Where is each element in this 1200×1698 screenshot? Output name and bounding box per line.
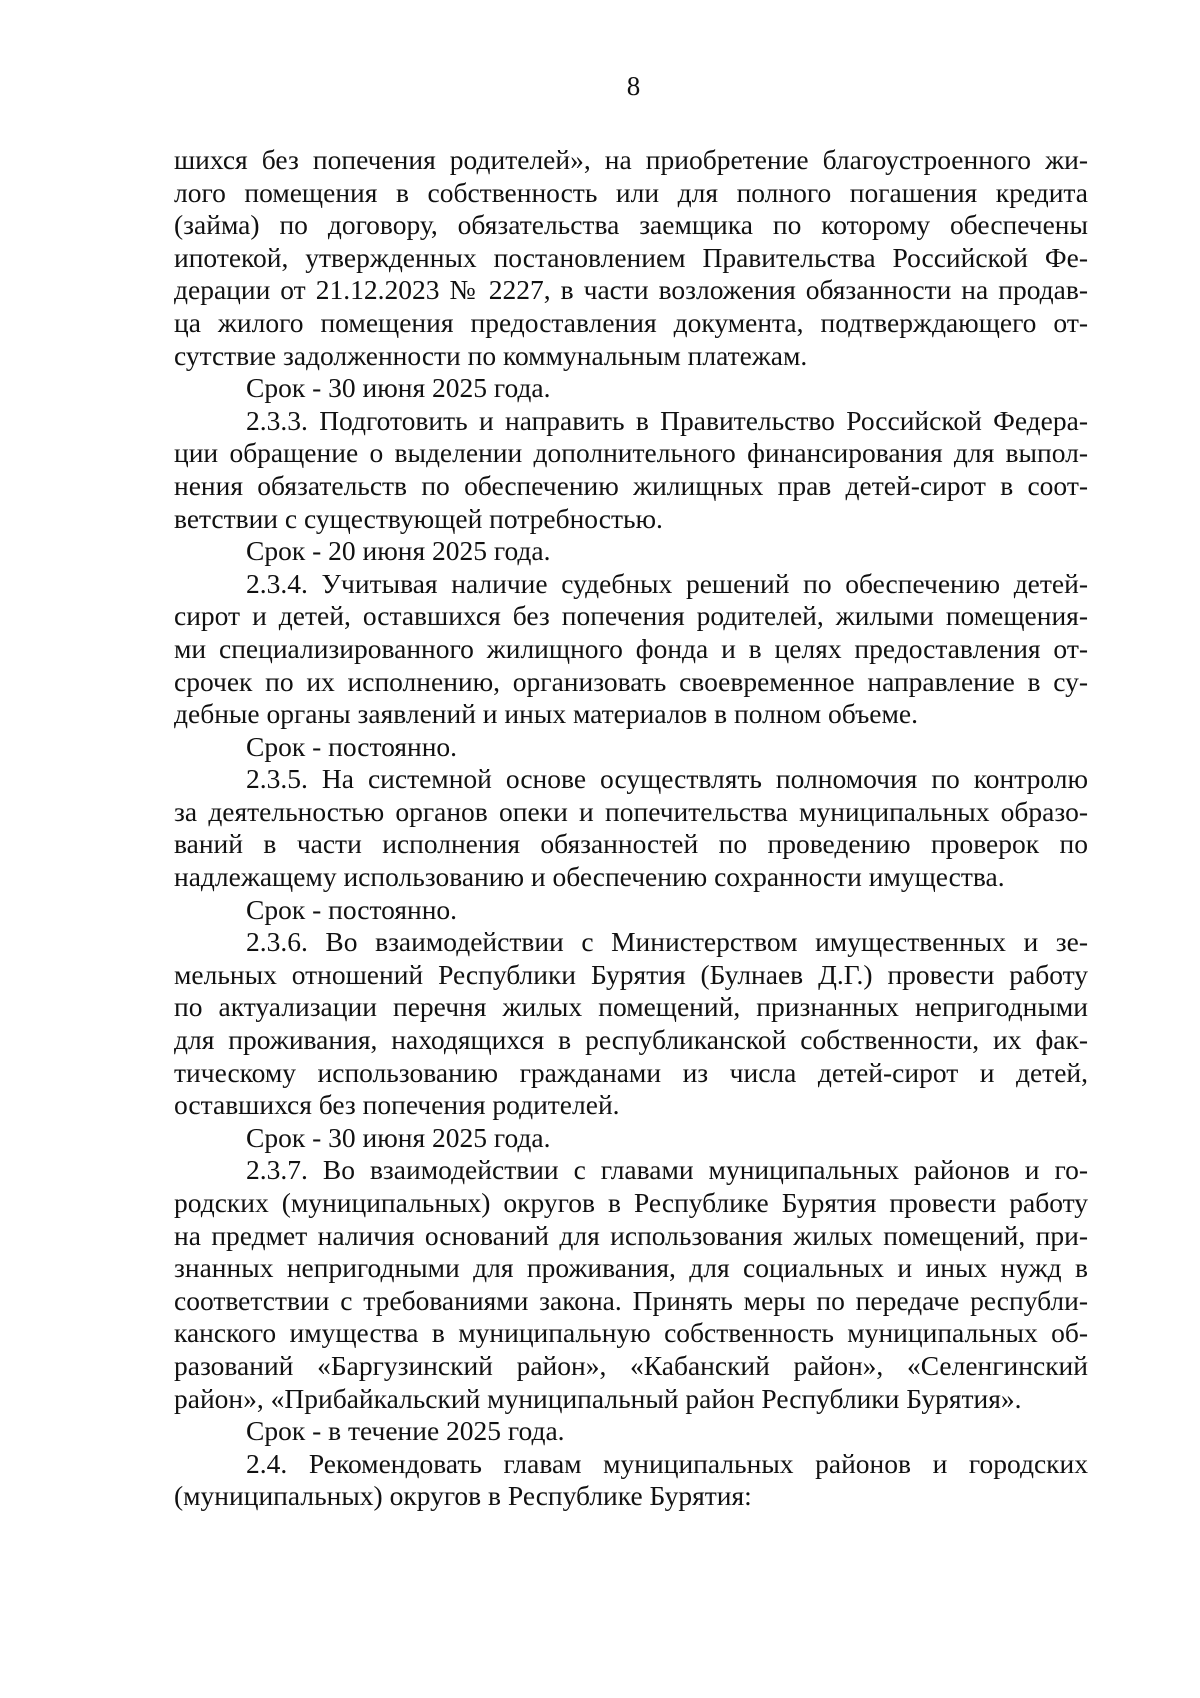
text-line: район», «Прибайкальский муниципальный район Республики Бурятия».: [174, 1382, 1022, 1414]
text-line: на предмет наличия оснований для использования жилых помещений, при-: [174, 1219, 1088, 1251]
text-line: лого помещения в собственность или для полного погашения кредита: [174, 176, 1088, 208]
text-line: сирот и детей, оставшихся без попечения родителей, жилыми помещения-: [174, 600, 1088, 632]
text-line: шихся без попечения родителей», на приобретение благоустроенного жи-: [174, 144, 1088, 175]
text-line: Срок - 30 июня 2025 года.: [246, 372, 551, 404]
text-line: 2.4. Рекомендовать главам муниципальных районов и городских: [246, 1447, 1088, 1479]
text-line: надлежащему использованию и обеспечению сохранности имущества.: [174, 861, 1005, 893]
text-line: дебные органы заявлений и иных материалов в полном объеме.: [174, 698, 918, 730]
text-line: за деятельностью органов опеки и попечительства муниципальных образо-: [174, 795, 1088, 827]
text-line: 2.3.6. Во взаимодействии с Министерством имущественных и зе-: [246, 926, 1088, 958]
text-line: тическому использованию гражданами из числа детей-сирот и детей,: [174, 1056, 1088, 1088]
text-line: Срок - постоянно.: [246, 893, 458, 925]
text-line: 2.3.7. Во взаимодействии с главами муниципальных районов и го-: [246, 1154, 1088, 1186]
text-line: мельных отношений Республики Бурятия (Булнаев Д.Г.) провести работу: [174, 958, 1088, 990]
text-line: соответствии с требованиями закона. Принять меры по передаче республи-: [174, 1284, 1088, 1316]
text-line: знанных непригодными для проживания, для социальных и иных нужд в: [174, 1252, 1088, 1284]
text-line: канского имущества в муниципальную собственность муниципальных об-: [174, 1317, 1088, 1349]
text-line: оставшихся без попечения родителей.: [174, 1089, 620, 1121]
text-line: Срок - 30 июня 2025 года.: [246, 1121, 551, 1153]
text-line: дерации от 21.12.2023 № 2227, в части возложения обязанности на продав-: [174, 274, 1088, 306]
text-line: (муниципальных) округов в Республике Бурятия:: [174, 1480, 752, 1512]
text-line: ипотекой, утвержденных постановлением Правительства Российской Фе-: [174, 241, 1088, 273]
text-line: нения обязательств по обеспечению жилищных прав детей-сирот в соот-: [174, 469, 1088, 501]
text-line: ветствии с существующей потребностью.: [174, 502, 663, 534]
text-line: ми специализированного жилищного фонда и в целях предоставления от-: [174, 632, 1088, 664]
body-text: [174, 144, 1088, 1513]
text-line: сутствие задолженности по коммунальным платежам.: [174, 339, 808, 371]
text-line: Срок - постоянно.: [246, 730, 458, 762]
text-line: по актуализации перечня жилых помещений, признанных непригодными: [174, 991, 1088, 1023]
text-line: (займа) по договору, обязательства заемщика по которому обеспечены: [174, 209, 1088, 241]
text-line: срочек по их исполнению, организовать своевременное направление в су-: [174, 665, 1088, 697]
text-line: ции обращение о выделении дополнительного финансирования для выпол-: [174, 437, 1088, 469]
text-line: 2.3.5. На системной основе осуществлять полномочия по контролю: [246, 763, 1088, 795]
text-line: родских (муниципальных) округов в Республике Бурятия провести работу: [174, 1187, 1088, 1218]
text-line: для проживания, находящихся в республиканской собственности, их фак-: [174, 1024, 1088, 1056]
text-line: ваний в части исполнения обязанностей по проведению проверок по: [174, 828, 1088, 860]
text-line: Срок - в течение 2025 года.: [246, 1415, 565, 1447]
page-number: 8: [626, 71, 641, 101]
text-line: 2.3.4. Учитывая наличие судебных решений по обеспечению детей-: [246, 567, 1088, 599]
text-line: Срок - 20 июня 2025 года.: [246, 535, 551, 567]
text-line: 2.3.3. Подготовить и направить в Правительство Российской Федера-: [246, 404, 1088, 436]
text-line: разований «Баргузинский район», «Кабанский район», «Селенгинский: [174, 1349, 1088, 1381]
text-line: ца жилого помещения предоставления документа, подтверждающего от-: [174, 306, 1088, 338]
